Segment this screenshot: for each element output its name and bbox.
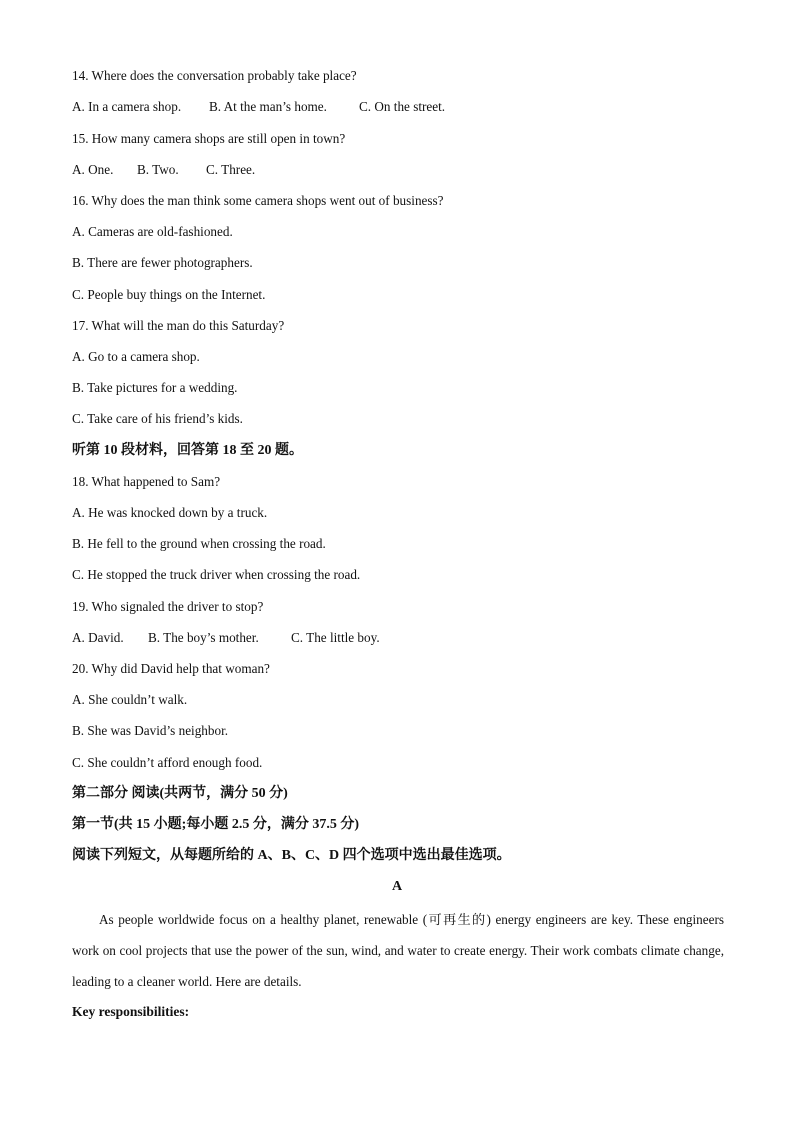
option-b: B. She was David’s neighbor. [72,723,229,738]
option-c: C. People buy things on the Internet. [72,287,266,302]
question-17: 17. What will the man do this Saturday? [72,318,285,333]
options-15 [72,162,255,178]
option-c: C. Take care of his friend’s kids. [72,411,243,426]
option-c: C. She couldn’t afford enough food. [72,755,263,770]
option-c: C. He stopped the truck driver when crossing the road. [72,567,361,582]
option-b: B. Take pictures for a wedding. [72,380,238,395]
option-a: A. She couldn’t walk. [72,692,188,707]
option-c: C. Three. [206,162,256,177]
option-a: A. David. [72,630,124,645]
question-16: 16. Why does the man think some camera shops went out of business? [72,193,444,208]
option-c: C. The little boy. [291,630,380,645]
option-a: A. Go to a camera shop. [72,349,200,364]
question-15: 15. How many camera shops are still open in town? [72,131,346,146]
options-14 [72,99,445,115]
option-b: B. The boy’s mother. [148,630,259,645]
option-a: A. In a camera shop. [72,99,182,114]
passage-label: A [391,879,403,894]
key-responsibilities-heading: Key responsibilities: [72,1004,190,1019]
option-b: B. Two. [137,162,179,177]
passage-paragraph: As people worldwide focus on a healthy planet, renewable (可再生的) energy engineers are key. These engineers work on cool projects that use the power of the sun, wind, and water to create energy. Their work combats climate change, leading to a cleaner world. Here are details. [72,912,724,989]
option-b: B. He fell to the ground when crossing the road. [72,536,326,551]
question-19: 19. Who signaled the driver to stop? [72,599,264,614]
option-a: A. One. [72,162,114,177]
question-20: 20. Why did David help that woman? [72,661,270,676]
option-a: A. Cameras are old-fashioned. [72,224,233,239]
options-19 [72,630,380,646]
option-c: C. On the street. [359,99,446,114]
part-2-heading: 第二部分 阅读(共两节，满分 50 分) [72,786,288,801]
reading-instruction: 阅读下列短文，从每题所给的 A、B、C、D 四个选项中选出最佳选项。 [72,848,511,863]
option-b: B. There are fewer photographers. [72,255,253,270]
section-10-heading: 听第 10 段材料，回答第 18 至 20 题。 [72,443,303,458]
option-b: B. At the man’s home. [209,99,327,114]
question-18: 18. What happened to Sam? [72,474,221,489]
section-1-heading: 第一节(共 15 小题;每小题 2.5 分，满分 37.5 分) [72,817,359,832]
option-a: A. He was knocked down by a truck. [72,505,268,520]
question-14: 14. Where does the conversation probably take place? [72,68,357,83]
